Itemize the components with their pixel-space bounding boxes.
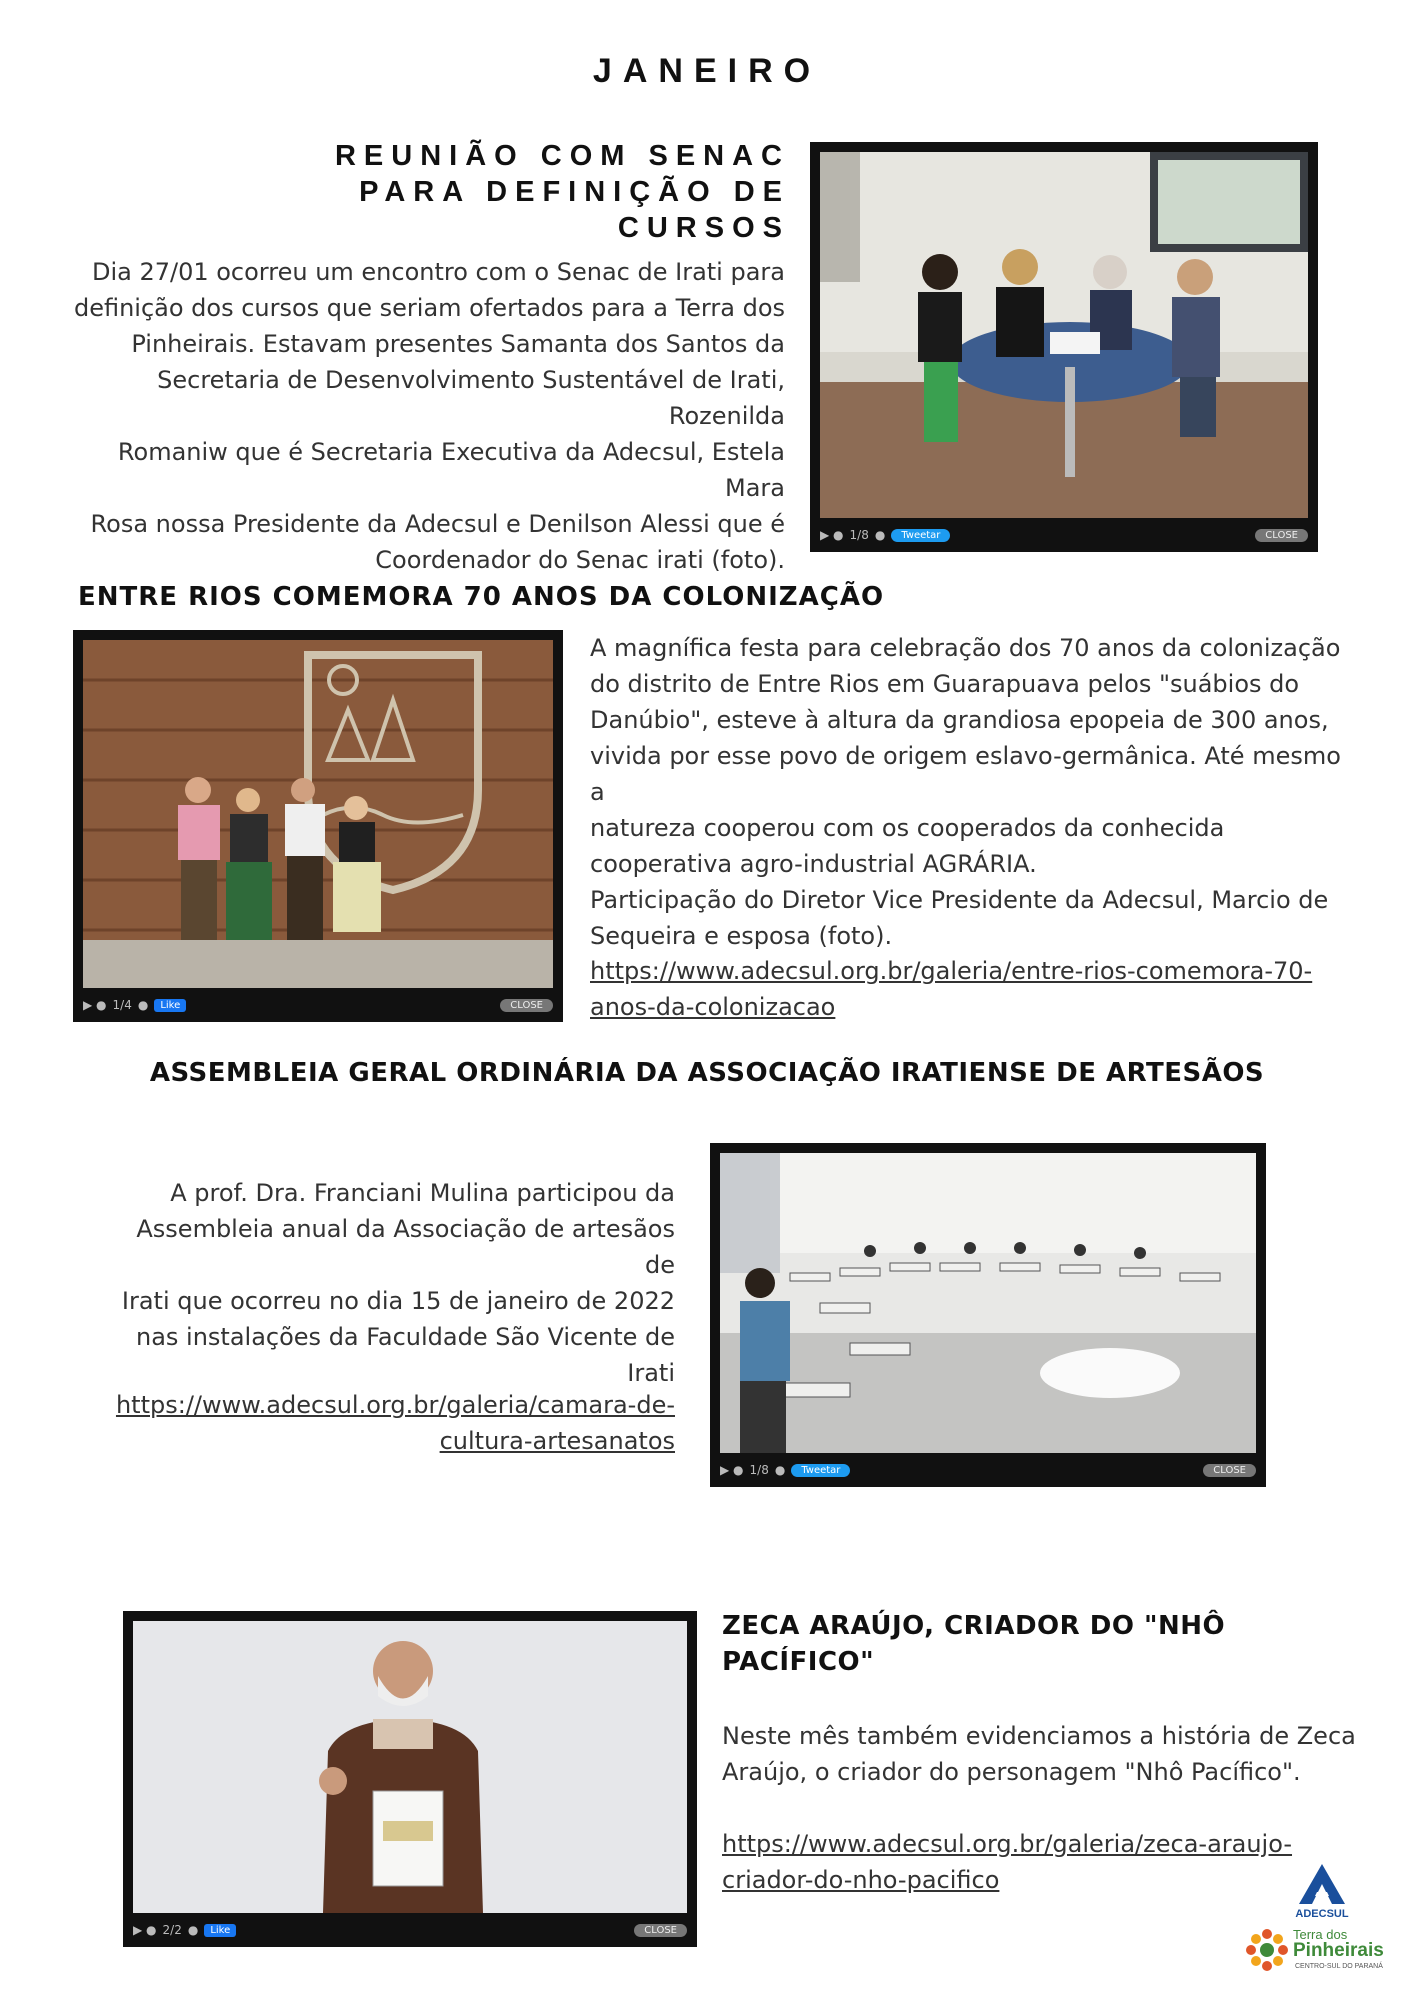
zeca-link[interactable]: https://www.adecsul.org.br/galeria/zeca-araujo- criador-do-nho-pacifico [722,1830,1293,1894]
flower-icon [1245,1928,1289,1972]
assembleia-body: A prof. Dra. Franciani Mulina participou da Assembleia anual da Associação de artesãos de Irati que ocorreu no dia 15 de janeiro de 2022 nas instalações da Faculdade São Vicente de Irati [121,1179,675,1387]
next-icon[interactable]: ● [874,528,886,542]
entre-rios-photo[interactable] [73,630,563,1022]
adecsul-logo [1282,1862,1362,1920]
section-title-assembleia: ASSEMBLEIA GERAL ORDINÁRIA DA ASSOCIAÇÃO IRATIENSE DE ARTESÃOS [149,1058,1265,1088]
adecsul-logo-text: ADECSUL [1295,1908,1349,1920]
meeting-photo [820,152,1308,518]
photo-counter: 1/8 [849,528,869,542]
assembleia-link[interactable]: https://www.adecsul.org.br/galeria/camara-de- cultura-artesanatos [115,1391,675,1455]
close-button[interactable]: CLOSE [1203,1464,1256,1477]
photo-controls [820,524,1308,546]
title-line: REUNIÃO COM SENAC [334,140,790,172]
next-icon[interactable]: ● [774,1463,786,1477]
classroom-photo [720,1153,1256,1453]
senac-photo[interactable] [810,142,1318,552]
like-button[interactable]: Like [154,999,186,1012]
family-photo [83,640,553,988]
title-line: CURSOS [617,212,790,244]
section-title-entre-rios: ENTRE RIOS COMEMORA 70 ANOS DA COLONIZAÇÃO [78,582,885,612]
section-title-zeca: ZECA ARAÚJO, CRIADOR DO "NHÔ PACÍFICO" [722,1611,1226,1677]
portrait-photo [133,1621,687,1913]
title-line: PARA DEFINIÇÃO DE [359,176,790,208]
entre-rios-link[interactable]: https://www.adecsul.org.br/galeria/entre-rios-comemora-70- anos-da-colonizacao [590,957,1313,1021]
close-button[interactable]: CLOSE [634,1924,687,1937]
entre-rios-body: A magnífica festa para celebração dos 70 anos da colonização do distrito de Entre Rios em Guarapuava pelos "suábios do Danúbio", esteve à altura da grandiosa epopeia de 300 anos, vivida por esse povo de origem eslavo-germânica. Até mesmo a natureza cooperou com os cooperados da conhecida cooperativa agro-industrial AGRÁRIA. Participação do Diretor Vice Presidente da Adecsul, Marcio de Sequeira e esposa (foto). [590,634,1341,950]
photo-controls [83,994,553,1016]
close-button[interactable]: CLOSE [500,999,553,1012]
photo-controls [720,1459,1256,1481]
adecsul-a-icon [1297,1862,1347,1906]
assembleia-photo[interactable] [710,1143,1266,1487]
tweet-button[interactable]: Tweetar [791,1464,850,1477]
terra-logo-line1: Terra dos [1293,1927,1348,1942]
play-icon[interactable]: ▶ ● [133,1923,157,1937]
terra-logo-sub: CENTRO-SUL DO PARANÁ [1295,1963,1383,1970]
like-button[interactable]: Like [204,1924,236,1937]
zeca-photo[interactable] [123,1611,697,1947]
terra-dos-pinheirais-logo [1245,1924,1410,1988]
next-icon[interactable]: ● [187,1923,199,1937]
tweet-button[interactable]: Tweetar [891,529,950,542]
senac-body: Dia 27/01 ocorreu um encontro com o Senac de Irati para definição dos cursos que seriam ofertados para a Terra dos Pinheirais. Estavam presentes Samanta dos Santos da Secretaria de Desenvolvimento Sustentável de Irati, Rozenilda Romaniw que é Secretaria Executiva da Adecsul, Estela Mara Rosa nossa Presidente da Adecsul e Denilson Alessi que é Coordenador do Senac irati (foto). [73,258,785,574]
play-icon[interactable]: ▶ ● [720,1463,744,1477]
zeca-body: Neste mês também evidenciamos a história de Zeca Araújo, o criador do personagem "Nhô Pacífico". [722,1722,1356,1786]
play-icon[interactable]: ▶ ● [820,528,844,542]
photo-controls [133,1919,687,1941]
next-icon[interactable]: ● [137,998,149,1012]
section-title-senac [250,138,790,246]
play-icon[interactable]: ▶ ● [83,998,107,1012]
photo-counter: 1/8 [749,1463,769,1477]
terra-logo-line2: Pinheirais [1293,1940,1384,1961]
close-button[interactable]: CLOSE [1255,529,1308,542]
page-title: JANEIRO [592,52,822,90]
photo-counter: 1/4 [112,998,132,1012]
photo-counter: 2/2 [162,1923,182,1937]
